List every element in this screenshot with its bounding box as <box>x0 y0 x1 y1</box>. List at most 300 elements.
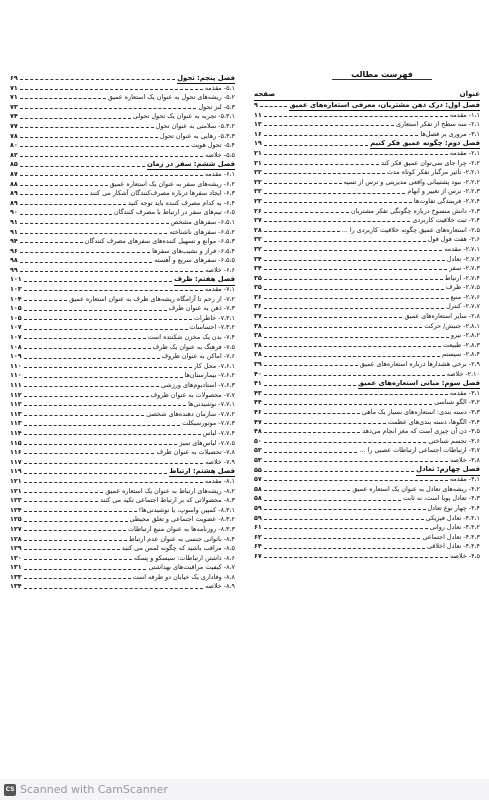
toc-page-number: ۱۱۰ <box>10 361 22 370</box>
toc-entry-title: ۷،۶،۳- استادیوم‌های ورزشی <box>161 381 235 389</box>
toc-page-number: ۱۳۰ <box>10 553 22 562</box>
toc-entry-row <box>10 515 235 525</box>
toc-entry-title: ۸،۳،۳- روزنامه‌ها به عنوان منبع ارتباطات <box>127 524 235 533</box>
toc-entry-row <box>10 93 235 103</box>
dot-leader <box>260 106 288 107</box>
dot-leader <box>20 118 131 119</box>
toc-entry-title: ۳،۷- ارتباطات اجتماعی ارتباطات عصبی را ... <box>359 446 480 455</box>
dot-leader <box>264 557 448 558</box>
toc-entry-title: ۷،۳،۲- احساسات <box>189 323 235 332</box>
toc-entry-title: ۲،۲،۳- ترس از تغییر و ابهام <box>407 187 480 196</box>
toc-entry-title: ۲،۷،۵- ظرف <box>445 283 480 292</box>
toc-entry-title: ۷،۷،۱- نوشیدنی‌ها <box>188 400 235 409</box>
toc-entry-title: فصل سوم: مبانی استعاره‌های عمیق <box>358 379 480 390</box>
toc-entry-row <box>10 304 235 314</box>
dot-leader <box>20 233 168 234</box>
toc-entry-title: ۲،۸،۱- جنبش/ حرکت <box>424 321 480 330</box>
toc-entry-row <box>254 360 480 370</box>
toc-page-number: ۳۶ <box>254 292 262 301</box>
dot-leader <box>24 453 155 454</box>
scanner-footer <box>0 779 489 800</box>
toc-entry-title: ۴،۴،۲- تعادل روانی <box>429 523 480 532</box>
dot-leader <box>20 214 112 215</box>
toc-entry-title: ۸،۳،۱- کمپین واسوپ، یا نوشیدنی‌ها! <box>138 505 235 514</box>
toc-page-number: ۱۰۷ <box>10 323 22 332</box>
toc-entry-title: ۸،۲- ریشه‌های ارتباط به عنوان یک استعاره عمیق <box>105 486 235 495</box>
toc-page-number: ۱۱ <box>254 110 262 119</box>
toc-page-number: ۲۶ <box>254 206 262 215</box>
toc-page-number: ۶۴ <box>254 542 262 551</box>
toc-page-number: ۱۰۵ <box>10 304 22 313</box>
toc-entry-row <box>10 525 235 535</box>
toc-entry-title: ۲،۵- استعاره‌های عمیق چگونه خلاقیت کاربردی را ... <box>341 225 480 234</box>
toc-page-number: ۱۶ <box>254 129 262 138</box>
toc-entry-title: ۷،۶،۲- بیمارستان‌ها <box>184 371 235 380</box>
toc-page-number: ۲۲ <box>254 177 262 186</box>
toc-entry-row <box>254 226 480 236</box>
toc-page-number: ۸۵ <box>10 160 18 169</box>
toc-page-number: ۷۷ <box>10 121 18 130</box>
dot-leader <box>264 193 406 194</box>
toc-entry-row <box>10 170 235 180</box>
toc-page-number: ۱۳۱ <box>10 563 22 572</box>
toc-entry-title: فصل اول: درک ذهن مشتریان، معرفی استعاره‌های عمیق <box>289 101 480 112</box>
dot-leader <box>264 404 432 405</box>
header-title-label: عنوان <box>459 90 480 98</box>
toc-entry-row <box>254 437 480 447</box>
toc-page-number: ۳۸ <box>254 331 262 340</box>
toc-entry-title: فصل ششم: سفر در زمان <box>147 160 235 171</box>
toc-page-number: ۱۳۴ <box>10 582 22 591</box>
toc-page-number: ۸۸ <box>10 179 18 188</box>
toc-entry-title: ۴،۲- ریشه‌های تعادل به عنوان یک استعاره عمیق <box>352 484 480 493</box>
toc-page-number: ۶۹ <box>10 74 18 82</box>
dot-leader <box>264 337 449 338</box>
toc-entry-title: ۲،۶- هفت فول فول <box>427 235 480 244</box>
toc-entry-title: ۴،۳- تعادل پویا است، نه ثابت <box>403 494 480 503</box>
toc-page-number: ۱۱۰ <box>10 371 22 380</box>
toc-page-number: ۳۵ <box>254 283 262 292</box>
toc-entry-row <box>10 323 235 333</box>
toc-entry-title: فصل چهارم: تعادل <box>416 465 480 476</box>
toc-entry-row <box>10 582 235 592</box>
dot-leader <box>24 319 192 320</box>
toc-page-number: ۱۲۴ <box>10 505 22 514</box>
dot-leader <box>264 413 360 414</box>
toc-page-number: ۴۶ <box>254 408 262 416</box>
toc-entry-row <box>254 216 480 226</box>
toc-entry-title: ۷،۳- ذهن به عنوان ظرف <box>168 304 235 313</box>
toc-entry-row <box>254 159 480 169</box>
toc-page-number: ۱۲۱ <box>10 476 22 485</box>
toc-page-number: ۱۱۴ <box>10 428 22 437</box>
toc-entry-row <box>10 84 235 94</box>
toc-entry-title: ۸،۸- وفاداری یک خیابان دو طرفه است <box>132 572 235 581</box>
toc-entry-row <box>10 400 235 410</box>
toc-entry-row <box>254 446 480 456</box>
dot-leader <box>20 127 154 128</box>
dot-leader <box>20 137 158 138</box>
toc-entry-title: ۲،۸،۳- طبیعت <box>442 340 480 349</box>
dot-leader <box>264 154 448 155</box>
toc-right-column <box>254 101 480 562</box>
toc-entry-row <box>10 237 235 247</box>
toc-page-number: ۱۲۷ <box>10 524 22 533</box>
toc-page-number: ۹۴ <box>10 237 18 246</box>
dot-leader <box>24 310 167 311</box>
toc-page-number: ۵۹ <box>254 503 262 512</box>
dot-leader <box>264 480 448 481</box>
dot-leader <box>264 385 356 386</box>
dot-leader <box>20 185 108 186</box>
toc-entry-row <box>254 245 480 255</box>
toc-entry-row <box>10 314 235 324</box>
dot-leader <box>264 442 427 443</box>
dot-leader <box>24 386 159 387</box>
toc-entry-title: ۵،۴- تحول هویت <box>191 141 235 150</box>
toc-entry-row <box>10 419 235 429</box>
toc-entry-row <box>10 208 235 218</box>
camscanner-logo-icon: CS <box>4 784 16 796</box>
toc-page-number: ۴۴ <box>254 398 262 407</box>
toc-entry-row <box>254 408 480 418</box>
toc-page-number: ۹۱ <box>10 217 18 226</box>
toc-page-number: ۱۱۵ <box>10 438 22 447</box>
toc-page-number: ۹۹ <box>10 265 18 274</box>
toc-entry-row <box>10 112 235 122</box>
toc-entry-title: ۲،۲،۲- نبود پشتیبانی واقعی مدیریتی و ترس از تسیه <box>343 177 480 186</box>
dot-leader <box>20 194 88 195</box>
dot-leader <box>20 252 150 253</box>
toc-entry-row <box>254 312 480 322</box>
toc-page-number: ۲۷ <box>254 216 262 225</box>
toc-entry-row <box>10 439 235 449</box>
dot-leader <box>264 298 449 299</box>
toc-entry-row <box>10 371 235 381</box>
toc-entry-title: ۳،۳- دسته بندی: استعاره‌های بسیار یک ماهی <box>361 408 480 416</box>
toc-page-number: ۸۰ <box>10 141 18 150</box>
toc-entry-row <box>254 274 480 284</box>
toc-chapter-row <box>10 160 235 170</box>
toc-entry-row <box>254 149 480 159</box>
toc-chapter-row <box>10 275 235 285</box>
toc-entry-row <box>10 362 235 372</box>
toc-entry-row <box>10 573 235 583</box>
toc-entry-row <box>10 189 235 199</box>
toc-page-number: ۱۰۸ <box>10 342 22 351</box>
dot-leader <box>264 260 445 261</box>
toc-entry-title: ۴،۵- خلاصه <box>450 551 480 560</box>
dot-leader <box>20 108 197 109</box>
toc-entry-row <box>10 199 235 209</box>
toc-entry-row <box>254 264 480 274</box>
dot-leader <box>20 79 175 80</box>
toc-entry-row <box>254 552 480 562</box>
toc-page-number: ۱۲۸ <box>10 534 22 543</box>
toc-entry-row <box>254 514 480 524</box>
header-page-label: صفحه <box>254 90 276 98</box>
scanner-watermark-text: Scanned with CamScanner <box>20 783 168 796</box>
dot-leader <box>24 540 127 541</box>
dot-leader <box>264 452 358 453</box>
toc-entry-title: ۲،۹- برخی هشدارها درباره استعاره‌های عمیق <box>359 360 480 369</box>
dot-leader <box>264 509 426 510</box>
toc-entry-title: ۱،۱- مقدمه <box>449 110 480 119</box>
toc-page-number: ۷۱ <box>10 83 18 92</box>
toc-entry-row <box>10 563 235 573</box>
toc-entry-row <box>10 496 235 506</box>
toc-entry-row <box>10 247 235 257</box>
dot-leader <box>264 164 379 165</box>
dot-leader <box>264 519 424 520</box>
toc-entry-row <box>254 197 480 207</box>
toc-entry-row <box>10 132 235 142</box>
dot-leader <box>20 89 203 90</box>
toc-page-number: ۷۴ <box>10 112 18 121</box>
toc-entry-row <box>10 448 235 458</box>
toc-page-number: ۴۰ <box>254 369 262 378</box>
dot-leader <box>264 289 444 290</box>
toc-entry-row <box>10 256 235 266</box>
toc-entry-title: ۷،۵- فرهنگ به عنوان یک ظرف <box>152 342 235 351</box>
toc-page-number: ۱۰۵ <box>10 313 22 322</box>
toc-entry-title: ۲،۸،۴- سیستم <box>442 350 480 359</box>
dot-leader <box>24 348 151 349</box>
dot-leader <box>24 290 203 291</box>
dot-leader <box>24 405 186 406</box>
toc-entry-row <box>254 494 480 504</box>
toc-page-number: ۱۱۳ <box>10 419 22 428</box>
toc-entry-title: ۸،۵- مراقب باشید که چگونه لمس می کنید <box>121 544 235 553</box>
toc-page-number: ۱۹ <box>254 139 262 148</box>
toc-entry-title: ۷،۳،۱- خاطرات <box>193 313 235 322</box>
dot-leader <box>24 434 201 435</box>
toc-page-number: ۹۶ <box>10 246 18 255</box>
toc-page-number: ۱۱۹ <box>10 467 22 476</box>
dot-leader <box>264 116 448 117</box>
toc-page-number: ۴۸ <box>254 427 262 436</box>
dot-leader <box>20 166 145 167</box>
toc-title: فهرست مطالب <box>332 70 432 80</box>
toc-entry-row <box>254 111 480 121</box>
toc-entry-title: ۷،۷،۲- سازمان دهنده‌های شخصی <box>146 409 235 418</box>
toc-entry-row <box>10 506 235 516</box>
toc-entry-row <box>10 180 235 190</box>
dot-leader <box>264 356 440 357</box>
toc-page-number: ۹۸ <box>10 256 18 265</box>
toc-entry-row <box>254 504 480 514</box>
toc-entry-title: ۶،۳- ایجاد سفرها درباره مصرف‌کنندگان آشکار می کنند <box>89 189 235 198</box>
toc-entry-title: ۲،۸- سایر استعاره‌های عمیق <box>404 312 480 321</box>
toc-chapter-row <box>254 379 480 389</box>
toc-entry-row <box>10 544 235 554</box>
toc-page-number: ۱۲۹ <box>10 544 22 553</box>
toc-page-number: ۲۲ <box>254 168 262 177</box>
toc-entry-row <box>254 235 480 245</box>
toc-entry-title: ۲،۱- سه سطح از تفکر استعاری <box>395 120 480 129</box>
toc-page-number: ۸۲ <box>10 150 18 159</box>
toc-entry-row <box>254 322 480 332</box>
toc-entry-title: ۵،۳،۲- سلامتی به عنوان تحول <box>155 121 235 130</box>
dot-leader <box>24 549 120 550</box>
toc-page-number: ۹ <box>254 101 258 109</box>
toc-entry-title: ۲،۷،۱- مقدمه <box>444 244 480 253</box>
toc-entry-title: ۶،۶- خلاصه <box>205 265 235 274</box>
toc-entry-row <box>254 331 480 341</box>
dot-leader <box>20 98 106 99</box>
toc-page-number: ۵۲ <box>254 446 262 455</box>
toc-entry-row <box>10 554 235 564</box>
toc-page-number: ۱۱۲ <box>10 400 22 409</box>
dot-leader <box>264 231 340 232</box>
toc-page-number: ۵۸ <box>254 484 262 493</box>
toc-entry-row <box>254 293 480 303</box>
toc-chapter-row <box>254 101 480 111</box>
toc-page-number: ۱۰۴ <box>10 294 22 303</box>
dot-leader <box>264 221 411 222</box>
toc-entry-title: ۷،۸- تحصیلات به عنوان ظرف <box>156 448 235 457</box>
toc-entry-title: ۲،۸،۲- نیرو <box>450 331 480 340</box>
toc-entry-row <box>10 295 235 305</box>
toc-page-number: ۸۹ <box>10 189 18 198</box>
toc-entry-row <box>10 218 235 228</box>
dot-leader <box>264 135 419 136</box>
dot-leader <box>264 327 422 328</box>
toc-entry-title: ۳،۱- مروری بر فصل‌ها <box>420 129 480 138</box>
dot-leader <box>20 262 153 263</box>
toc-entry-title: ۷،۱- مقدمه <box>204 285 235 294</box>
toc-page-number: ۵۹ <box>254 513 262 522</box>
dot-leader <box>24 444 178 445</box>
toc-entry-row <box>254 120 480 130</box>
dot-leader <box>24 329 188 330</box>
dot-leader <box>24 473 168 474</box>
toc-chapter-row <box>10 467 235 477</box>
toc-entry-title: ۳،۵- ذن آن چیزی است که مغز انجام می‌دهد <box>362 427 480 436</box>
toc-entry-row <box>10 103 235 113</box>
dot-leader <box>264 250 443 251</box>
dot-leader <box>24 281 172 282</box>
toc-entry-title: ۲،۲،۴- فریبندگی تفاوت‌ها <box>413 196 480 205</box>
toc-chapter-row <box>254 139 480 149</box>
toc-entry-row <box>10 410 235 420</box>
toc-entry-title: ۵،۵- خلاصه <box>205 150 235 159</box>
dot-leader <box>264 173 385 174</box>
toc-entry-title: ۲،۱- مقدمه <box>449 148 480 157</box>
toc-page-number: ۹۰ <box>10 208 18 217</box>
toc-entry-title: ۸،۳- محصولاتی که بر ارتباط اجتماعی تکیه می کنند <box>100 496 235 505</box>
toc-entry-title: ۲،۱۰- خلاصه <box>446 369 480 378</box>
dot-leader <box>264 548 425 549</box>
dot-leader <box>264 125 394 126</box>
toc-page-number: ۵۵ <box>254 465 262 474</box>
toc-page-number: ۱۱۱ <box>10 381 22 389</box>
toc-page-number: ۳۲ <box>254 235 262 244</box>
toc-entry-row <box>254 168 480 178</box>
dot-leader <box>24 588 203 589</box>
toc-entry-title: ۵،۳،۱- تجربه به عنوان یک تحول تحولی <box>132 112 235 121</box>
toc-entry-title: ۸،۴- ناتوانی جنسی به عنوان عدم ارتباط <box>128 534 235 543</box>
toc-entry-title: ۴،۴،۴- تعادل اخلاقی <box>426 542 480 551</box>
dot-leader <box>24 492 104 493</box>
dot-leader <box>264 145 368 146</box>
toc-entry-row <box>254 523 480 533</box>
dot-leader <box>24 358 160 359</box>
dot-leader <box>24 425 180 426</box>
toc-entry-row <box>254 178 480 188</box>
toc-entry-row <box>10 381 235 391</box>
toc-entry-title: ۵،۲- ریشه‌های تحول به عنوان یک استعاره عمیق <box>107 93 235 102</box>
toc-page-number: ۱۰۱ <box>10 275 22 284</box>
dot-leader <box>264 212 349 213</box>
toc-page-number: ۱۲ <box>254 120 262 129</box>
dot-leader <box>264 375 445 376</box>
toc-page-number: ۶۷ <box>254 551 262 560</box>
toc-entry-row <box>10 343 235 353</box>
toc-page-number: ۱۰۹ <box>10 352 22 361</box>
dot-leader <box>20 146 189 147</box>
toc-page-number: ۱۲۵ <box>10 515 22 524</box>
dot-leader <box>264 317 403 318</box>
toc-page-number: ۱۲۲ <box>10 496 22 505</box>
toc-entry-row <box>254 542 480 552</box>
toc-entry-title: فصل هشتم: ارتباط <box>169 467 235 478</box>
dot-leader <box>20 271 203 272</box>
toc-entry-row <box>10 487 235 497</box>
dot-leader <box>264 528 428 529</box>
toc-chapter-row <box>254 466 480 476</box>
toc-entry-title: ۴،۴- چهار نوع تعادل <box>427 503 480 512</box>
toc-page-number: ۷۳ <box>10 102 18 111</box>
toc-page-number: ۶۱ <box>254 523 262 532</box>
toc-page-number: ۱۳۳ <box>10 572 22 581</box>
toc-column-header <box>254 90 480 101</box>
toc-entry-title: ۲،۷،۷- کنترل <box>446 302 480 311</box>
toc-entry-title: ۷،۶- اماکن به عنوان ظروف <box>161 352 235 361</box>
toc-entry-title: ۶،۵،۵- سفرهای سریع و آهسته <box>154 256 235 265</box>
dot-leader <box>20 242 83 243</box>
toc-page-number: ۸۷ <box>10 169 18 178</box>
toc-page-number: ۲۲ <box>254 187 262 196</box>
toc-page-number: ۲۱ <box>254 158 262 167</box>
dot-leader <box>20 204 126 205</box>
toc-page-number: ۱۰۳ <box>10 285 22 294</box>
toc-entry-title: فصل هفتم: ظرف <box>174 275 235 286</box>
dot-leader <box>24 521 128 522</box>
toc-page-number: ۵۸ <box>254 494 262 503</box>
toc-entry-title: ۳،۸- خلاصه <box>450 455 480 464</box>
toc-entry-row <box>10 122 235 132</box>
toc-page-number: ۳۹ <box>254 360 262 369</box>
toc-entry-row <box>10 391 235 401</box>
toc-entry-title: ۲،۷،۲- تعادل <box>446 254 480 263</box>
toc-entry-row <box>254 341 480 351</box>
toc-entry-title: ۶،۵،۱- سفرهای مشخص <box>170 217 235 226</box>
toc-page-number: ۳۸ <box>254 340 262 349</box>
toc-page-number: ۶۲ <box>254 532 262 541</box>
toc-entry-title: ۴،۴،۱- تعادل فیزیکی <box>425 513 480 522</box>
toc-page-number: ۴۳ <box>254 388 262 397</box>
toc-page-number: ۲۱ <box>254 148 262 157</box>
toc-entry-title: ۷،۷،۳- موتورسیکلت <box>182 419 235 428</box>
toc-entry-title: ۷،۶،۱- محل کار <box>193 361 235 370</box>
dot-leader <box>264 461 448 462</box>
toc-page-number: ۴۷ <box>254 417 262 426</box>
toc-page-number: ۱۱۲ <box>10 390 22 399</box>
dot-leader <box>24 569 147 570</box>
dot-leader <box>264 490 351 491</box>
toc-page-number: ۸۹ <box>10 198 18 207</box>
